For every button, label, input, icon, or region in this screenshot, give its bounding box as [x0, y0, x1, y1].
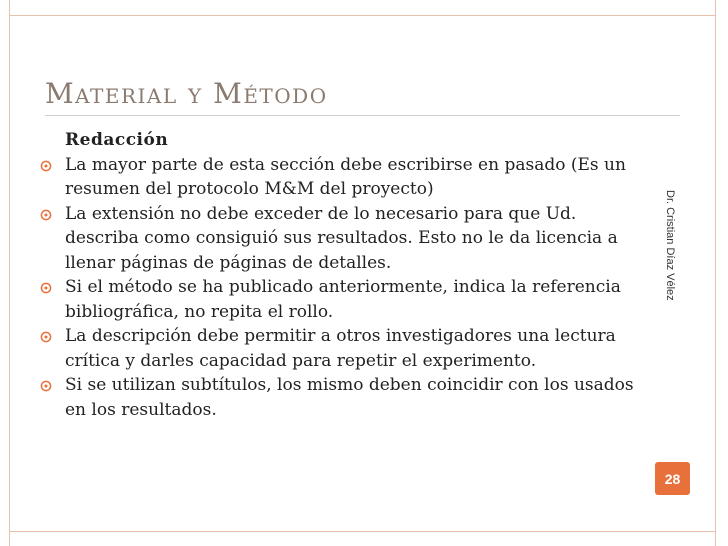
bullet-icon — [40, 209, 52, 221]
frame-left-line — [9, 0, 10, 546]
bullet-text: Si se utilizan subtítulos, los mismo deben coincidir con los usados en los resultados. — [65, 375, 634, 420]
slide-content — [40, 128, 640, 422]
title-divider — [45, 115, 680, 116]
bullet-icon — [40, 160, 52, 172]
frame-bottom-line — [9, 531, 716, 532]
bullet-item-4 — [40, 324, 640, 373]
bullet-text: La descripción debe permitir a otros investigadores una lectura crítica y darles capacidad para repetir el experimento. — [65, 326, 616, 371]
subheading: Redacción — [65, 130, 169, 150]
frame-top-line — [9, 15, 716, 16]
bullet-icon — [40, 380, 52, 392]
page-number-badge: 28 — [655, 462, 690, 495]
bullet-text: La extensión no debe exceder de lo necesario para que Ud. describa como consiguió sus resultados. Esto no le da licencia a llenar páginas de páginas de detalles. — [65, 203, 618, 273]
bullet-text: Si el método se ha publicado anteriormente, indica la referencia bibliográfica, no repita el rollo. — [65, 277, 621, 322]
author-credit — [666, 190, 686, 320]
frame-right-line — [715, 0, 716, 546]
author-name: Dr. Cristian Díaz Vélez — [664, 190, 676, 301]
bullet-item-1 — [40, 153, 640, 202]
bullet-icon — [40, 331, 52, 343]
bullet-text: La mayor parte de esta sección debe escribirse en pasado (Es un resumen del protocolo M&M del proyecto) — [65, 154, 626, 199]
bullet-item-2 — [40, 202, 640, 276]
bullet-icon — [40, 282, 52, 294]
bullet-item-5 — [40, 373, 640, 422]
slide-title: Material y Método — [45, 77, 328, 110]
bullet-item-3 — [40, 275, 640, 324]
